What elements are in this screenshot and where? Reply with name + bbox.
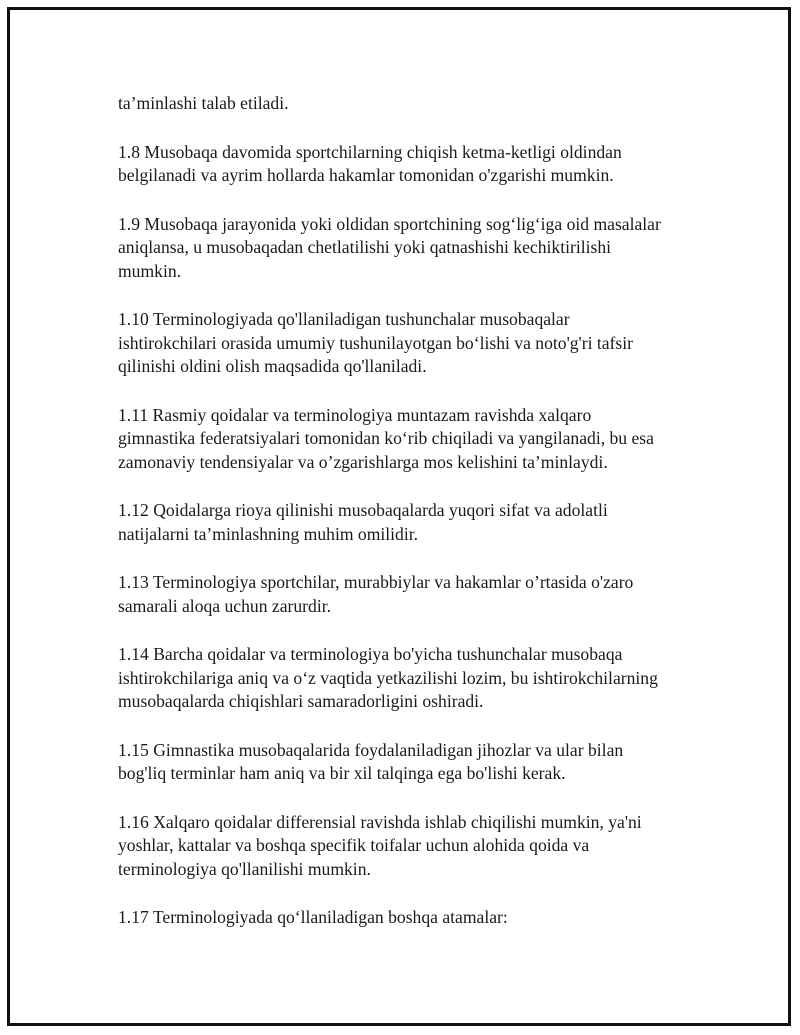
text-line: 1.13 Terminologiya sportchilar, murabbiylar va hakamlar o’rtasida o'zaro	[118, 572, 634, 592]
text-line: qilinishi oldini olish maqsadida qo'llaniladi.	[118, 356, 427, 376]
paragraph-1-9	[118, 213, 718, 284]
paragraph-1-13	[118, 571, 718, 618]
text-line: zamonaviy tendensiyalar va o’zgarishlarga mos kelishini ta’minlaydi.	[118, 451, 608, 472]
text-line: 1.16 Xalqaro qoidalar differensial ravishda ishlab chiqilishi mumkin, ya'ni	[118, 811, 642, 832]
text-line: gimnastika federatsiyalari tomonidan ko‘rib chiqiladi va yangilanadi, bu esa	[118, 428, 654, 448]
text-line: yoshlar, kattalar va boshqa specifik toifalar uchun alohida qoida va	[118, 835, 590, 855]
text-line: 1.9 Musobaqa jarayonida yoki oldidan sportchining sog‘lig‘iga oid masalalar	[118, 213, 661, 234]
text-line: natijalarni ta’minlashning muhim omilidir.	[118, 523, 419, 544]
paragraph-1-15	[118, 739, 718, 786]
paragraph-1-17	[118, 906, 718, 930]
paragraph-continuation	[118, 92, 718, 116]
paragraph-1-14	[118, 643, 718, 714]
text-line: belgilanadi va ayrim hollarda hakamlar tomonidan o'zgarishi mumkin.	[118, 165, 614, 185]
paragraph-1-8	[118, 141, 718, 188]
text-line: mumkin.	[118, 260, 182, 281]
paragraph-1-10	[118, 308, 718, 379]
paragraph-1-12	[118, 499, 718, 546]
text-line: samarali aloqa uchun zarurdir.	[118, 595, 331, 616]
text-line: 1.12 Qoidalarga rioya qilinishi musobaqalarda yuqori sifat va adolatli	[118, 500, 608, 520]
text-line: 1.17 Terminologiyada qo‘llaniladigan boshqa atamalar:	[118, 907, 508, 927]
text-line: bog'liq terminlar ham aniq va bir xil talqinga ega bo'lishi kerak.	[118, 763, 566, 783]
text-line: ishtirokchilari orasida umumiy tushunilayotgan bo‘lishi va noto'g'ri tafsir	[118, 332, 634, 353]
text-line: 1.14 Barcha qoidalar va terminologiya bo'yicha tushunchalar musobaqa	[118, 644, 623, 664]
text-line: aniqlansa, u musobaqadan chetlatilishi yoki qatnashishi kechiktirilishi	[118, 237, 612, 257]
text-line: 1.11 Rasmiy qoidalar va terminologiya muntazam ravishda xalqaro	[118, 404, 592, 425]
text-line: musobaqalarda chiqishlari samaradorligini oshiradi.	[118, 691, 484, 711]
text-line: ishtirokchilariga aniq va o‘z vaqtida yetkazilishi lozim, bu ishtirokchilarning	[118, 667, 658, 688]
text-line: 1.10 Terminologiyada qo'llaniladigan tushunchalar musobaqalar	[118, 309, 570, 329]
text-line: terminologiya qo'llanilishi mumkin.	[118, 858, 371, 879]
text-line: 1.8 Musobaqa davomida sportchilarning chiqish ketma-ketligi oldindan	[118, 141, 622, 162]
document-body	[118, 92, 718, 955]
paragraph-1-11	[118, 404, 718, 475]
paragraph-1-16	[118, 811, 718, 882]
text-line: ta’minlashi talab etiladi.	[118, 93, 289, 113]
text-line: 1.15 Gimnastika musobaqalarida foydalaniladigan jihozlar va ular bilan	[118, 739, 624, 760]
